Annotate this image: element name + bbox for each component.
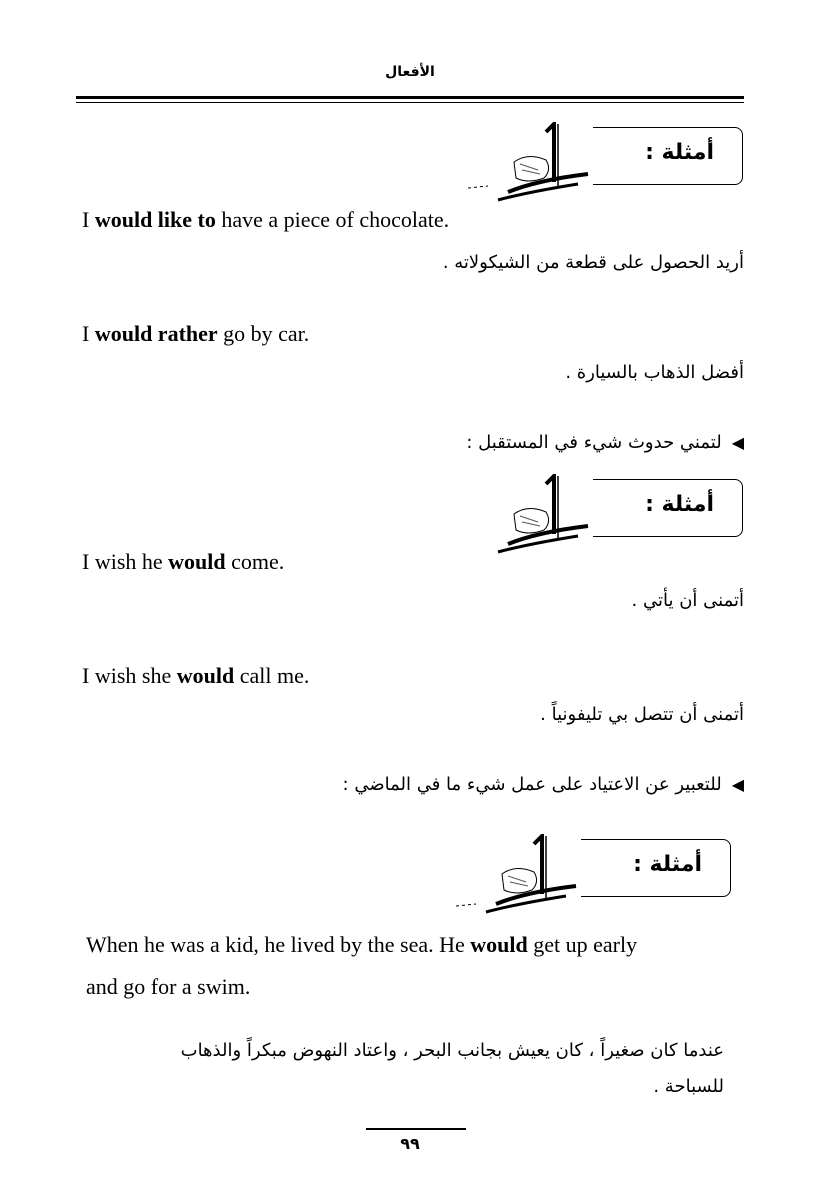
emphasis: would [168, 549, 226, 574]
emphasis: would rather [94, 321, 218, 346]
section-heading-text: للتعبير عن الاعتياد على عمل شيء ما في الماضي : [342, 774, 722, 795]
text: come. [225, 549, 285, 574]
text: I [82, 207, 95, 232]
example-en-5-line-1 [86, 924, 637, 966]
examples-label-box [593, 479, 743, 537]
text: I [82, 321, 95, 346]
example-ar-5-line-1: عندما كان صغيراً ، كان يعيش بجانب البحر ، واعتاد النهوض مبكراً والذهاب [180, 1040, 724, 1061]
section-heading-text: لتمني حدوث شيء في المستقبل : [466, 432, 722, 453]
text: get up early [527, 932, 638, 957]
section-heading-3 [343, 774, 744, 795]
example-en-2 [82, 318, 309, 350]
text: I wish she [82, 663, 177, 688]
text: When he was a kid, he lived by the sea. He [86, 932, 471, 957]
triangle-left-icon: ◀ [731, 433, 744, 452]
example-en-5 [86, 924, 637, 1008]
triangle-left-icon: ◀ [731, 775, 744, 794]
example-ar-2: أفضل الذهاب بالسيارة . [565, 362, 744, 383]
example-en-5-line-2: and go for a swim. [86, 974, 251, 999]
emphasis: would [176, 663, 235, 688]
text: go by car. [217, 321, 310, 346]
examples-label: أمثلة : [645, 492, 714, 517]
example-en-1 [82, 204, 449, 236]
page-header-title: الأفعال [385, 64, 435, 80]
header-rule-thin [76, 102, 744, 103]
examples-badge-1 [468, 122, 743, 202]
text: I wish he [82, 549, 169, 574]
section-heading-2 [466, 432, 744, 453]
example-ar-5-line-2: للسباحة . [653, 1076, 724, 1097]
header-rule-thick [76, 96, 744, 99]
text: have a piece of chocolate. [215, 207, 450, 232]
example-ar-3: أتمنى أن يأتي . [631, 590, 744, 611]
text: call me. [234, 663, 310, 688]
example-ar-4: أتمنى أن تتصل بي تليفونياً . [540, 704, 744, 725]
example-en-4 [82, 660, 309, 692]
example-en-3 [82, 546, 284, 578]
emphasis: would [470, 932, 528, 957]
footer-rule [366, 1128, 466, 1130]
page-number: ٩٩ [400, 1134, 420, 1153]
examples-label: أمثلة : [645, 140, 714, 165]
examples-badge-2 [468, 474, 743, 554]
examples-label: أمثلة : [633, 852, 702, 877]
examples-label-box [593, 127, 743, 185]
emphasis: would like to [94, 207, 216, 232]
examples-label-box [581, 839, 731, 897]
examples-badge-3 [456, 834, 731, 914]
example-ar-1: أريد الحصول على قطعة من الشيكولاته . [442, 252, 744, 273]
